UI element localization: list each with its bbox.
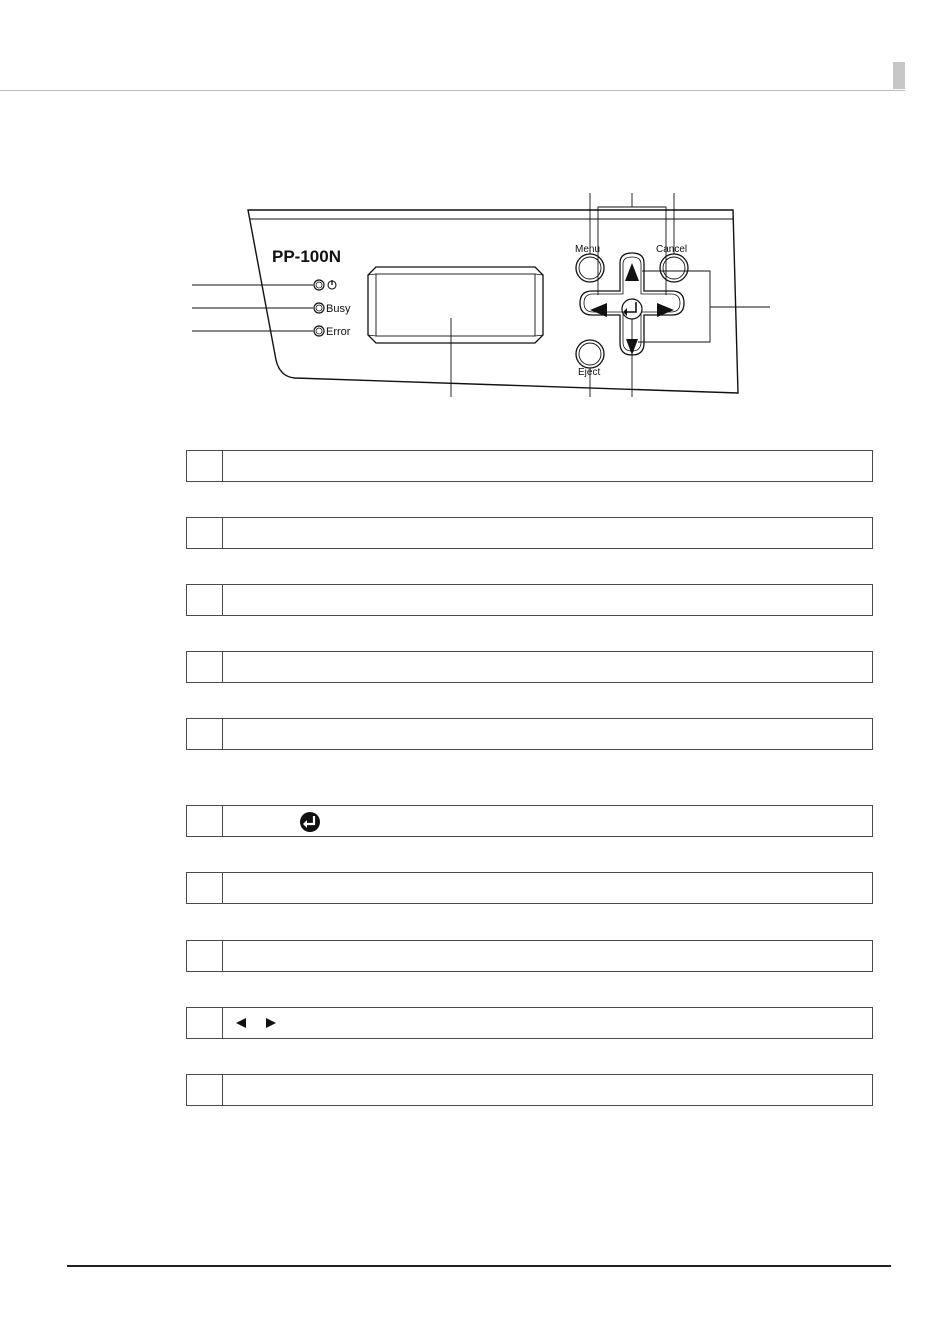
item-row-2 [186,517,873,549]
item-number [187,1008,223,1038]
model-name: PP-100N [272,247,341,266]
item-description [223,941,872,971]
item-number [187,1075,223,1105]
item-number [187,941,223,971]
section-tab-marker [893,62,905,89]
item-row-5 [186,718,873,750]
led-busy-label: Busy [326,303,351,315]
item-description [223,585,872,615]
item-number [187,518,223,548]
menu-button [575,244,604,282]
footer-rule [67,1265,891,1267]
control-panel-diagram [180,185,780,400]
item-row-4 [186,651,873,683]
item-row-10 [186,1074,873,1106]
item-number [187,585,223,615]
right-arrow-icon [265,1017,277,1029]
item-number [187,873,223,903]
item-description [223,806,872,836]
header-rule [0,90,905,91]
item-row-8 [186,940,873,972]
item-row-1 [186,450,873,482]
lcd-display [368,267,543,343]
item-description [223,1008,872,1038]
enter-button [622,299,642,319]
item-number [187,719,223,749]
item-number [187,806,223,836]
menu-button-label: Menu [575,244,601,255]
item-number [187,451,223,481]
cancel-button-label: Cancel [656,244,688,255]
item-description [223,719,872,749]
item-description [223,1075,872,1105]
item-number [187,652,223,682]
item-description [223,451,872,481]
item-row-7 [186,872,873,904]
left-arrow-icon [235,1017,247,1029]
item-description [223,652,872,682]
enter-button-icon [299,811,321,833]
led-error-label: Error [326,326,351,338]
item-description [223,873,872,903]
eject-button-label: Eject [578,367,601,378]
item-row-9 [186,1007,873,1039]
item-description [223,518,872,548]
item-row-6 [186,805,873,837]
item-row-3 [186,584,873,616]
